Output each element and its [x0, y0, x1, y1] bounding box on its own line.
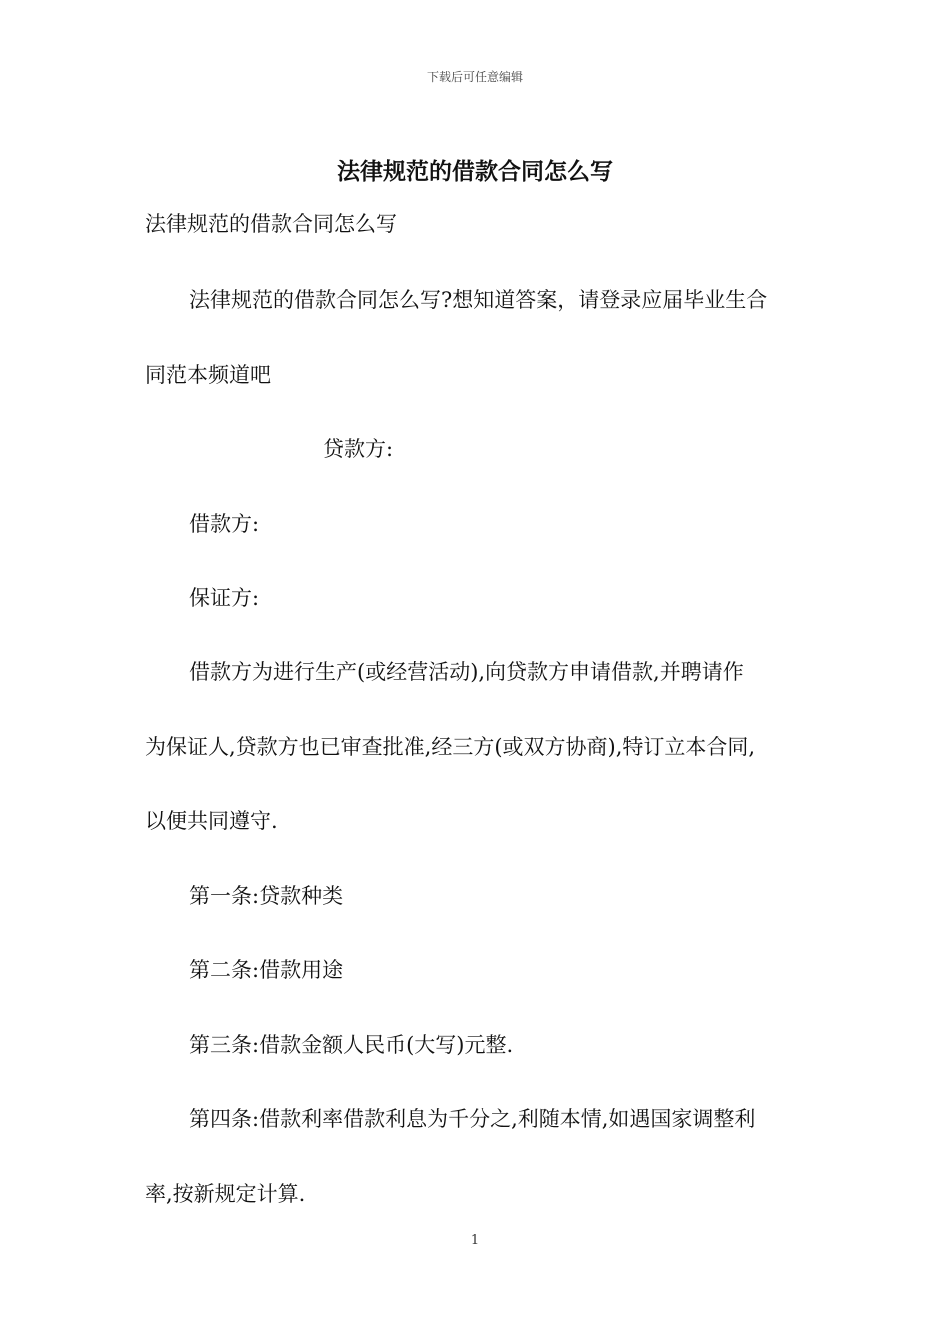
page-header-note: 下载后可任意编辑: [426, 70, 523, 84]
intro-line-1: 法律规范的借款合同怎么写?想知道答案，请登录应届毕业生合: [189, 288, 768, 312]
article-3: 第三条:借款金额人民币(大写)元整.: [189, 1033, 514, 1057]
lender-label: 贷款方:: [323, 437, 394, 461]
document-subtitle: 法律规范的借款合同怎么写: [145, 212, 397, 236]
guarantor-label: 保证方:: [189, 586, 260, 610]
intro-line-2: 同范本频道吧: [145, 363, 271, 387]
page-number: 1: [470, 1233, 480, 1248]
article-2: 第二条:借款用途: [189, 958, 344, 982]
preamble-line-1: 借款方为进行生产(或经营活动),向贷款方申请借款,并聘请作: [189, 660, 744, 684]
article-4-line-2: 率,按新规定计算.: [145, 1182, 306, 1206]
borrower-label: 借款方:: [189, 512, 260, 536]
preamble-line-2: 为保证人,贷款方也已审查批准,经三方(或双方协商),特订立本合同,: [145, 735, 756, 759]
article-4-line-1: 第四条:借款利率借款利息为千分之,利随本情,如遇国家调整利: [189, 1107, 756, 1131]
preamble-line-3: 以便共同遵守.: [145, 809, 278, 833]
article-1: 第一条:贷款种类: [189, 884, 344, 908]
document-title: 法律规范的借款合同怎么写: [337, 159, 613, 185]
